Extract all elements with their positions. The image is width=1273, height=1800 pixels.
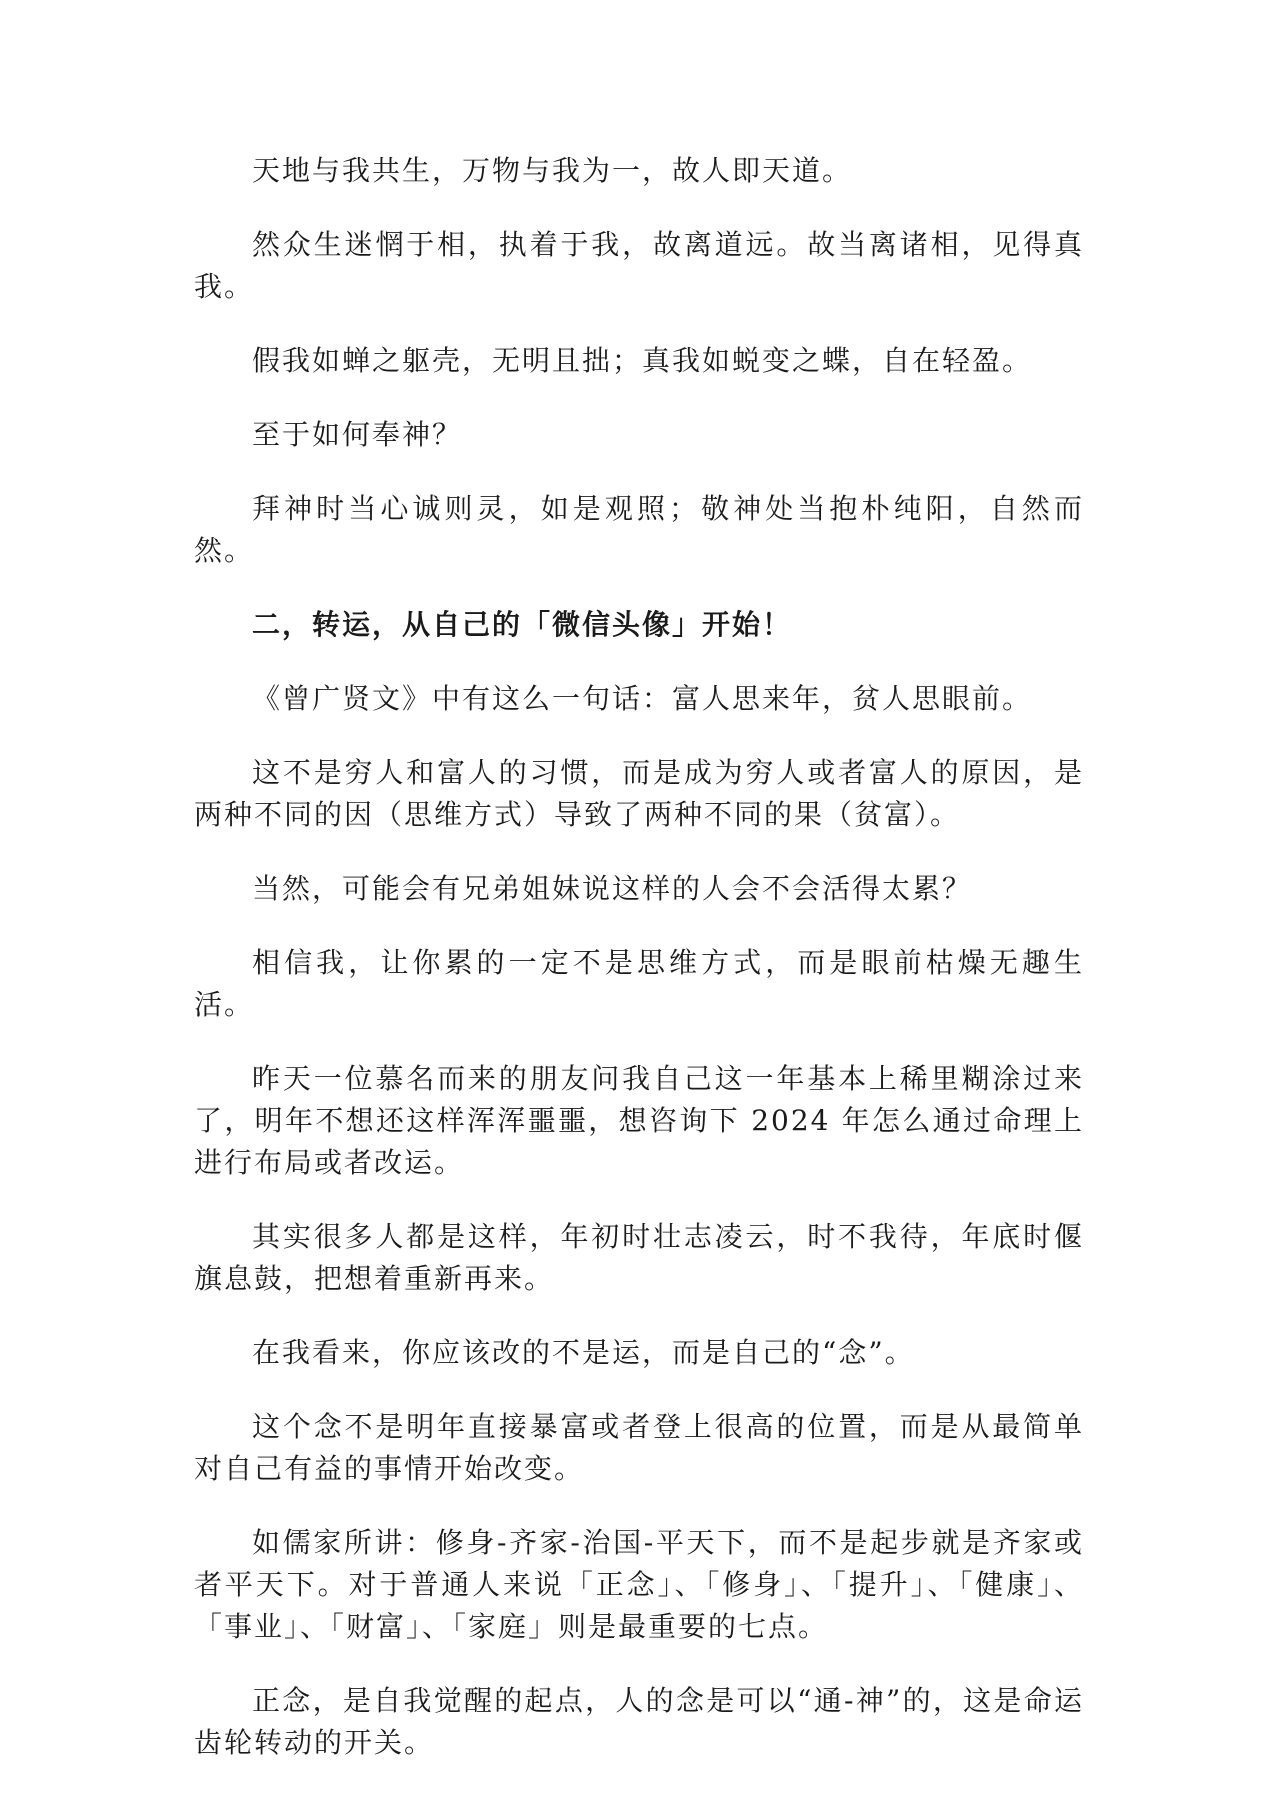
- paragraph: 拜神时当心诚则灵，如是观照；敬神处当抱朴纯阳，自然而然。: [194, 492, 1084, 567]
- paragraph: 天地与我共生，万物与我为一，故人即天道。: [252, 154, 853, 187]
- paragraph: 如儒家所讲：修身-齐家-治国-平天下，而不是起步就是齐家或者平天下。对于普通人来说「正念」、「修身」、「提升」、「健康」、「事业」、「财富」、「家庭」则是最重要的七点。: [194, 1526, 1084, 1643]
- document-body: [194, 150, 1084, 1796]
- paragraph: 其实很多人都是这样，年初时壮志凌云，时不我待，年底时偃旗息鼓，把想着重新再来。: [194, 1220, 1084, 1295]
- paragraph: 在我看来，你应该改的不是运，而是自己的“念”。: [252, 1336, 915, 1369]
- paragraph: 至于如何奉神？: [252, 418, 463, 451]
- paragraph: 当然，可能会有兄弟姐妹说这样的人会不会活得太累？: [252, 872, 973, 905]
- paragraph: 然众生迷惘于相，执着于我，故离道远。故当离诸相，见得真我。: [194, 228, 1084, 303]
- paragraph: 假我如蝉之躯壳，无明且拙；真我如蜕变之蝶，自在轻盈。: [252, 344, 1033, 377]
- paragraph: 昨天一位慕名而来的朋友问我自己这一年基本上稀里糊涂过来了，明年不想还这样浑浑噩噩，想咨询下 2024 年怎么通过命理上进行布局或者改运。: [194, 1062, 1084, 1179]
- section-heading: 二，转运，从自己的「微信头像」开始！: [252, 608, 793, 641]
- paragraph: 《曾广贤文》中有这么一句话：富人思来年，贫人思眼前。: [252, 682, 1033, 715]
- paragraph: 这个念不是明年直接暴富或者登上很高的位置，而是从最简单对自己有益的事情开始改变。: [194, 1410, 1084, 1485]
- paragraph: 正念，是自我觉醒的起点，人的念是可以“通-神”的，这是命运齿轮转动的开关。: [194, 1684, 1084, 1759]
- paragraph: 这不是穷人和富人的习惯，而是成为穷人或者富人的原因，是两种不同的因（思维方式）导致了两种不同的果（贫富）。: [194, 756, 1084, 831]
- paragraph: 相信我，让你累的一定不是思维方式，而是眼前枯燥无趣生活。: [194, 946, 1084, 1021]
